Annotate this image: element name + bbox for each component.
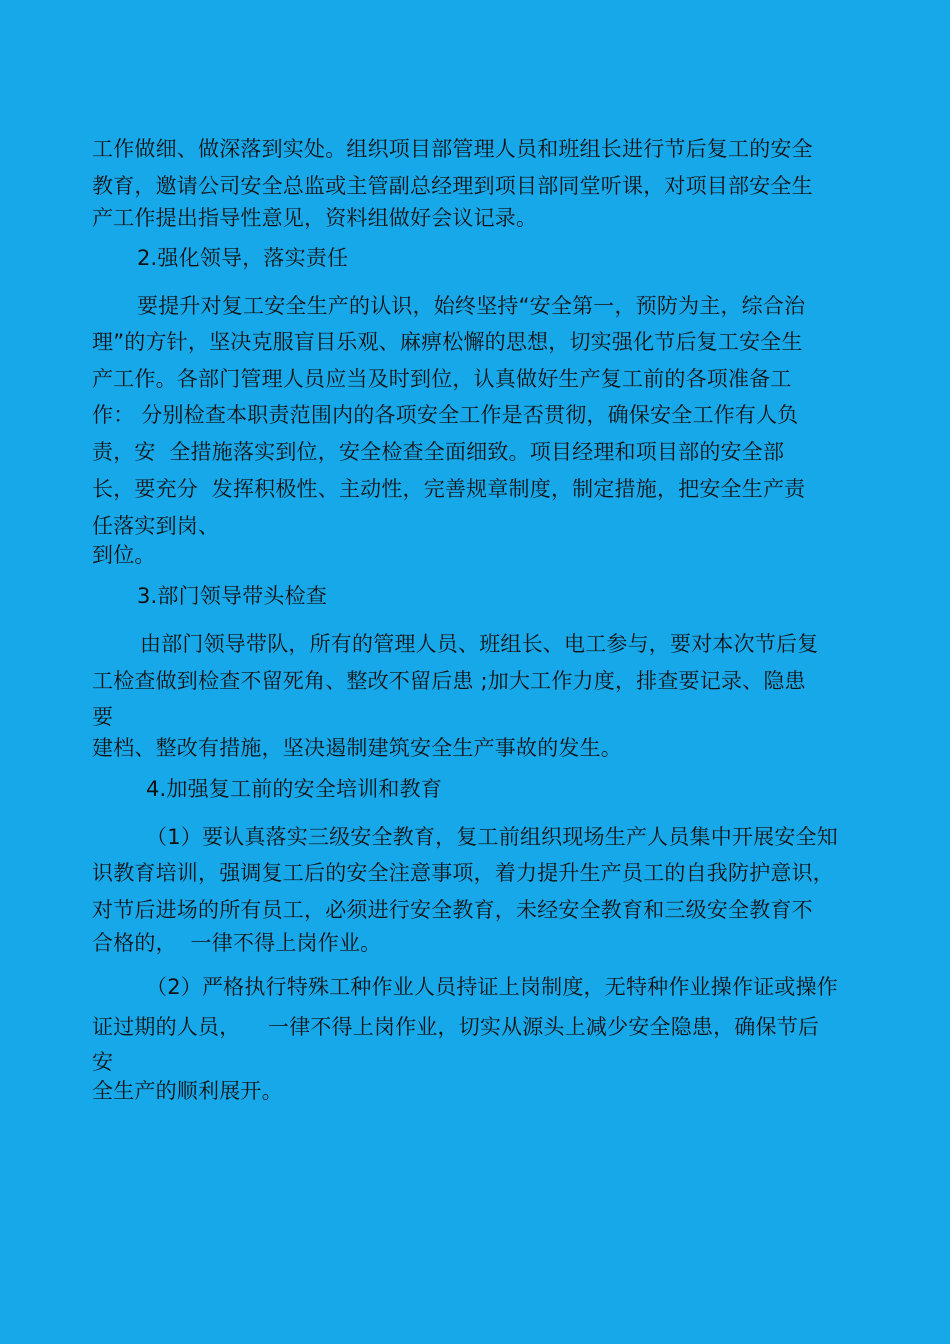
paragraph-2-line-3: 产工作。各部门管理人员应当及时到位，认真做好生产复工前的各项准备工 xyxy=(92,367,792,391)
paragraph-3-line-2: 工检查做到检查不留死角、整改不留后患 ;加大工作力度，排查要记录、隐患 xyxy=(92,669,806,693)
section-heading-4: 4.加强复工前的安全培训和教育 xyxy=(146,777,443,801)
paragraph-3-line-1: 由部门领导带队，所有的管理人员、班组长、电工参与，要对本次节后复 xyxy=(140,632,819,656)
section-heading-2: 2.强化领导，落实责任 xyxy=(137,246,349,270)
paragraph-4-line-1: （1）要认真落实三级安全教育，复工前组织现场生产人员集中开展安全知 xyxy=(146,825,838,849)
paragraph-2-line-4: 作： 分别检查本职责范围内的各项安全工作是否贯彻，确保安全工作有人负 xyxy=(92,403,799,427)
paragraph-4-line-4: 合格的， 一律不得上岗作业。 xyxy=(92,931,382,955)
paragraph-1-line-2: 教育，邀请公司安全总监或主管副总经理到项目部同堂听课，对项目部安全生 xyxy=(92,174,813,198)
paragraph-3-line-3: 要 xyxy=(92,705,114,729)
paragraph-3-line-4: 建档、整改有措施，坚决遏制建筑安全生产事故的发生。 xyxy=(92,736,622,760)
paragraph-2-line-8: 到位。 xyxy=(92,543,156,567)
paragraph-1-line-1: 工作做细、做深落到实处。组织项目部管理人员和班组长进行节后复工的安全 xyxy=(92,137,813,161)
paragraph-5-line-4: 全生产的顺利展开。 xyxy=(92,1079,283,1103)
paragraph-2-line-7: 任落实到岗、 xyxy=(92,514,220,538)
section-heading-3: 3.部门领导带头检查 xyxy=(137,584,328,608)
paragraph-5-line-1: （2）严格执行特殊工种作业人员持证上岗制度，无特种作业操作证或操作 xyxy=(146,975,838,999)
paragraph-2-line-1: 要提升对复工安全生产的认识，始终坚持“安全第一，预防为主，综合治 xyxy=(137,294,806,318)
paragraph-4-line-2: 识教育培训，强调复工后的安全注意事项，着力提升生产员工的自我防护意识， xyxy=(92,861,834,885)
paragraph-1-line-3: 产工作提出指导性意见，资料组做好会议记录。 xyxy=(92,206,538,230)
paragraph-2-line-2: 理”的方针，坚决克服盲目乐观、麻痹松懈的思想，切实强化节后复工安全生 xyxy=(92,330,803,354)
paragraph-2-line-6: 长，要充分 发挥积极性、主动性，完善规章制度，制定措施，把安全生产责 xyxy=(92,477,806,501)
paragraph-4-line-3: 对节后进场的所有员工，必须进行安全教育，未经安全教育和三级安全教育不 xyxy=(92,898,813,922)
paragraph-2-line-5: 责，安 全措施落实到位，安全检查全面细致。项目经理和项目部的安全部 xyxy=(92,440,785,464)
paragraph-5-line-2: 证过期的人员， 一律不得上岗作业，切实从源头上减少安全隐患，确保节后 xyxy=(92,1015,820,1039)
paragraph-5-line-3: 安 xyxy=(92,1050,114,1074)
